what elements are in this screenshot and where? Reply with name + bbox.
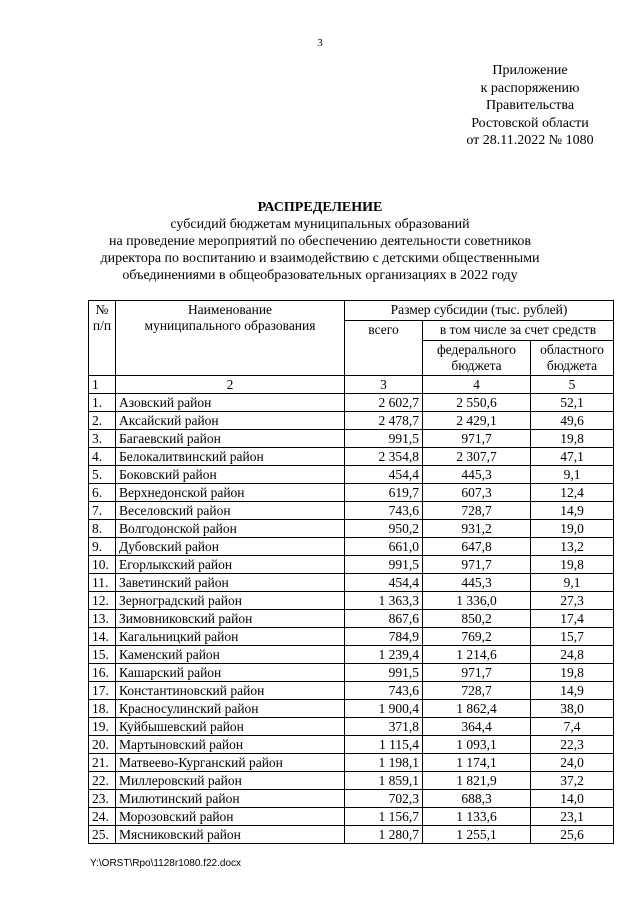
table-row (89, 592, 614, 610)
page-number: 3 (317, 37, 323, 49)
row-number: 25. (89, 826, 116, 844)
federal-amount: 769,2 (423, 628, 531, 646)
header-including: в том числе за счет средств (423, 321, 614, 341)
column-number: 2 (116, 376, 345, 394)
federal-amount: 445,3 (423, 574, 531, 592)
municipality-name: Морозовский район (116, 808, 345, 826)
federal-amount: 931,2 (423, 520, 531, 538)
table-row (89, 556, 614, 574)
row-number: 10. (89, 556, 116, 574)
header-subsidy-size: Размер субсидии (тыс. рублей) (345, 301, 614, 321)
total-amount: 2 602,7 (345, 394, 423, 412)
regional-amount: 38,0 (531, 700, 614, 718)
municipality-name: Боковский район (116, 466, 345, 484)
federal-amount: 1 821,9 (423, 772, 531, 790)
annex-line: Ростовской области (471, 115, 589, 131)
total-amount: 1 115,4 (345, 736, 423, 754)
federal-amount: 1 174,1 (423, 754, 531, 772)
regional-amount: 13,2 (531, 538, 614, 556)
federal-amount: 445,3 (423, 466, 531, 484)
row-number: 11. (89, 574, 116, 592)
federal-amount: 364,4 (423, 718, 531, 736)
column-number-row (89, 376, 614, 394)
regional-amount: 49,6 (531, 412, 614, 430)
regional-amount: 19,8 (531, 664, 614, 682)
subsidy-table (88, 300, 614, 844)
regional-amount: 14,0 (531, 790, 614, 808)
column-number: 1 (89, 376, 116, 394)
municipality-name: Милютинский район (116, 790, 345, 808)
table-row (89, 520, 614, 538)
header-total: всего (345, 321, 423, 376)
row-number: 21. (89, 754, 116, 772)
total-amount: 991,5 (345, 556, 423, 574)
regional-amount: 12,4 (531, 484, 614, 502)
total-amount: 1 239,4 (345, 646, 423, 664)
regional-amount: 7,4 (531, 718, 614, 736)
municipality-name: Зерноградский район (116, 592, 345, 610)
document-title: РАСПРЕДЕЛЕНИЕ (257, 200, 383, 215)
total-amount: 371,8 (345, 718, 423, 736)
federal-amount: 2 307,7 (423, 448, 531, 466)
table-row (89, 574, 614, 592)
annex-line: к распоряжению (480, 80, 580, 96)
total-amount: 1 156,7 (345, 808, 423, 826)
total-amount: 784,9 (345, 628, 423, 646)
municipality-name: Зимовниковский район (116, 610, 345, 628)
table-row (89, 538, 614, 556)
municipality-name: Аксайский район (116, 412, 345, 430)
row-number: 4. (89, 448, 116, 466)
federal-amount: 850,2 (423, 610, 531, 628)
total-amount: 1 900,4 (345, 700, 423, 718)
total-amount: 991,5 (345, 430, 423, 448)
regional-amount: 23,1 (531, 808, 614, 826)
federal-amount: 1 214,6 (423, 646, 531, 664)
file-path-footer: Y:\ORST\Rpo\1128r1080.f22.docx (90, 858, 242, 869)
row-number: 3. (89, 430, 116, 448)
table-row (89, 682, 614, 700)
table-row (89, 754, 614, 772)
municipality-name: Мартыновский район (116, 736, 345, 754)
column-number: 3 (345, 376, 423, 394)
federal-amount: 1 862,4 (423, 700, 531, 718)
row-number: 15. (89, 646, 116, 664)
regional-amount: 24,0 (531, 754, 614, 772)
regional-amount: 15,7 (531, 628, 614, 646)
column-number: 4 (423, 376, 531, 394)
municipality-name: Каменский район (116, 646, 345, 664)
table-row (89, 790, 614, 808)
table-row (89, 808, 614, 826)
heading-line: на проведение мероприятий по обеспечению деятельности советников (108, 234, 532, 249)
municipality-name: Красносулинский район (116, 700, 345, 718)
municipality-name: Куйбышевский район (116, 718, 345, 736)
table-row (89, 736, 614, 754)
total-amount: 743,6 (345, 682, 423, 700)
annex-block (430, 62, 630, 150)
row-number: 23. (89, 790, 116, 808)
row-number: 13. (89, 610, 116, 628)
row-number: 9. (89, 538, 116, 556)
municipality-name: Мясниковский район (116, 826, 345, 844)
table-row (89, 628, 614, 646)
total-amount: 2 354,8 (345, 448, 423, 466)
row-number: 19. (89, 718, 116, 736)
federal-amount: 971,7 (423, 664, 531, 682)
header-municipality: Наименование муниципального образования (116, 301, 345, 376)
municipality-name: Матвеево-Курганский район (116, 754, 345, 772)
municipality-name: Азовский район (116, 394, 345, 412)
total-amount: 950,2 (345, 520, 423, 538)
regional-amount: 17,4 (531, 610, 614, 628)
heading-line: директора по воспитанию и взаимодействию с детскими общественными (100, 251, 540, 266)
header-federal: федерального бюджета (423, 341, 531, 376)
table-row (89, 700, 614, 718)
federal-amount: 971,7 (423, 430, 531, 448)
column-number: 5 (531, 376, 614, 394)
header-regional: областного бюджета (531, 341, 614, 376)
regional-amount: 52,1 (531, 394, 614, 412)
regional-amount: 9,1 (531, 466, 614, 484)
federal-amount: 971,7 (423, 556, 531, 574)
document-heading (0, 199, 640, 284)
municipality-name: Константиновский район (116, 682, 345, 700)
header-number: № п/п (89, 301, 116, 376)
heading-line: объединениями в общеобразовательных организациях в 2022 году (122, 268, 518, 283)
regional-amount: 19,0 (531, 520, 614, 538)
municipality-name: Егорлыкский район (116, 556, 345, 574)
municipality-name: Миллеровский район (116, 772, 345, 790)
table-row (89, 610, 614, 628)
table-header-row (89, 301, 614, 321)
municipality-name: Дубовский район (116, 538, 345, 556)
table-row (89, 646, 614, 664)
regional-amount: 14,9 (531, 682, 614, 700)
row-number: 16. (89, 664, 116, 682)
row-number: 22. (89, 772, 116, 790)
regional-amount: 14,9 (531, 502, 614, 520)
annex-line: от 28.11.2022 № 1080 (466, 133, 594, 148)
total-amount: 2 478,7 (345, 412, 423, 430)
regional-amount: 19,8 (531, 430, 614, 448)
row-number: 18. (89, 700, 116, 718)
row-number: 7. (89, 502, 116, 520)
municipality-name: Веселовский район (116, 502, 345, 520)
row-number: 5. (89, 466, 116, 484)
table-row (89, 394, 614, 412)
table-row (89, 664, 614, 682)
table-row (89, 484, 614, 502)
total-amount: 1 363,3 (345, 592, 423, 610)
regional-amount: 24,8 (531, 646, 614, 664)
regional-amount: 25,6 (531, 826, 614, 844)
federal-amount: 2 550,6 (423, 394, 531, 412)
municipality-name: Верхнедонской район (116, 484, 345, 502)
row-number: 1. (89, 394, 116, 412)
federal-amount: 1 255,1 (423, 826, 531, 844)
federal-amount: 1 133,6 (423, 808, 531, 826)
row-number: 8. (89, 520, 116, 538)
total-amount: 867,6 (345, 610, 423, 628)
regional-amount: 27,3 (531, 592, 614, 610)
total-amount: 619,7 (345, 484, 423, 502)
table-row (89, 718, 614, 736)
federal-amount: 728,7 (423, 502, 531, 520)
row-number: 12. (89, 592, 116, 610)
row-number: 6. (89, 484, 116, 502)
total-amount: 1 859,1 (345, 772, 423, 790)
federal-amount: 1 336,0 (423, 592, 531, 610)
total-amount: 702,3 (345, 790, 423, 808)
municipality-name: Заветинский район (116, 574, 345, 592)
total-amount: 661,0 (345, 538, 423, 556)
federal-amount: 1 093,1 (423, 736, 531, 754)
total-amount: 454,4 (345, 574, 423, 592)
total-amount: 743,6 (345, 502, 423, 520)
total-amount: 454,4 (345, 466, 423, 484)
federal-amount: 688,3 (423, 790, 531, 808)
federal-amount: 2 429,1 (423, 412, 531, 430)
row-number: 14. (89, 628, 116, 646)
table-row (89, 466, 614, 484)
row-number: 17. (89, 682, 116, 700)
federal-amount: 728,7 (423, 682, 531, 700)
annex-line: Правительства (485, 98, 575, 113)
heading-line: субсидий бюджетам муниципальных образований (170, 217, 470, 232)
table-row (89, 448, 614, 466)
row-number: 2. (89, 412, 116, 430)
regional-amount: 22,3 (531, 736, 614, 754)
annex-line: Приложение (492, 63, 568, 78)
total-amount: 991,5 (345, 664, 423, 682)
municipality-name: Белокалитвинский район (116, 448, 345, 466)
municipality-name: Кашарский район (116, 664, 345, 682)
total-amount: 1 280,7 (345, 826, 423, 844)
table-row (89, 412, 614, 430)
regional-amount: 47,1 (531, 448, 614, 466)
table-row (89, 502, 614, 520)
regional-amount: 9,1 (531, 574, 614, 592)
total-amount: 1 198,1 (345, 754, 423, 772)
regional-amount: 37,2 (531, 772, 614, 790)
federal-amount: 647,8 (423, 538, 531, 556)
regional-amount: 19,8 (531, 556, 614, 574)
municipality-name: Багаевский район (116, 430, 345, 448)
table-row (89, 826, 614, 844)
federal-amount: 607,3 (423, 484, 531, 502)
row-number: 20. (89, 736, 116, 754)
table-row (89, 430, 614, 448)
municipality-name: Кагальницкий район (116, 628, 345, 646)
table-row (89, 772, 614, 790)
municipality-name: Волгодонской район (116, 520, 345, 538)
row-number: 24. (89, 808, 116, 826)
